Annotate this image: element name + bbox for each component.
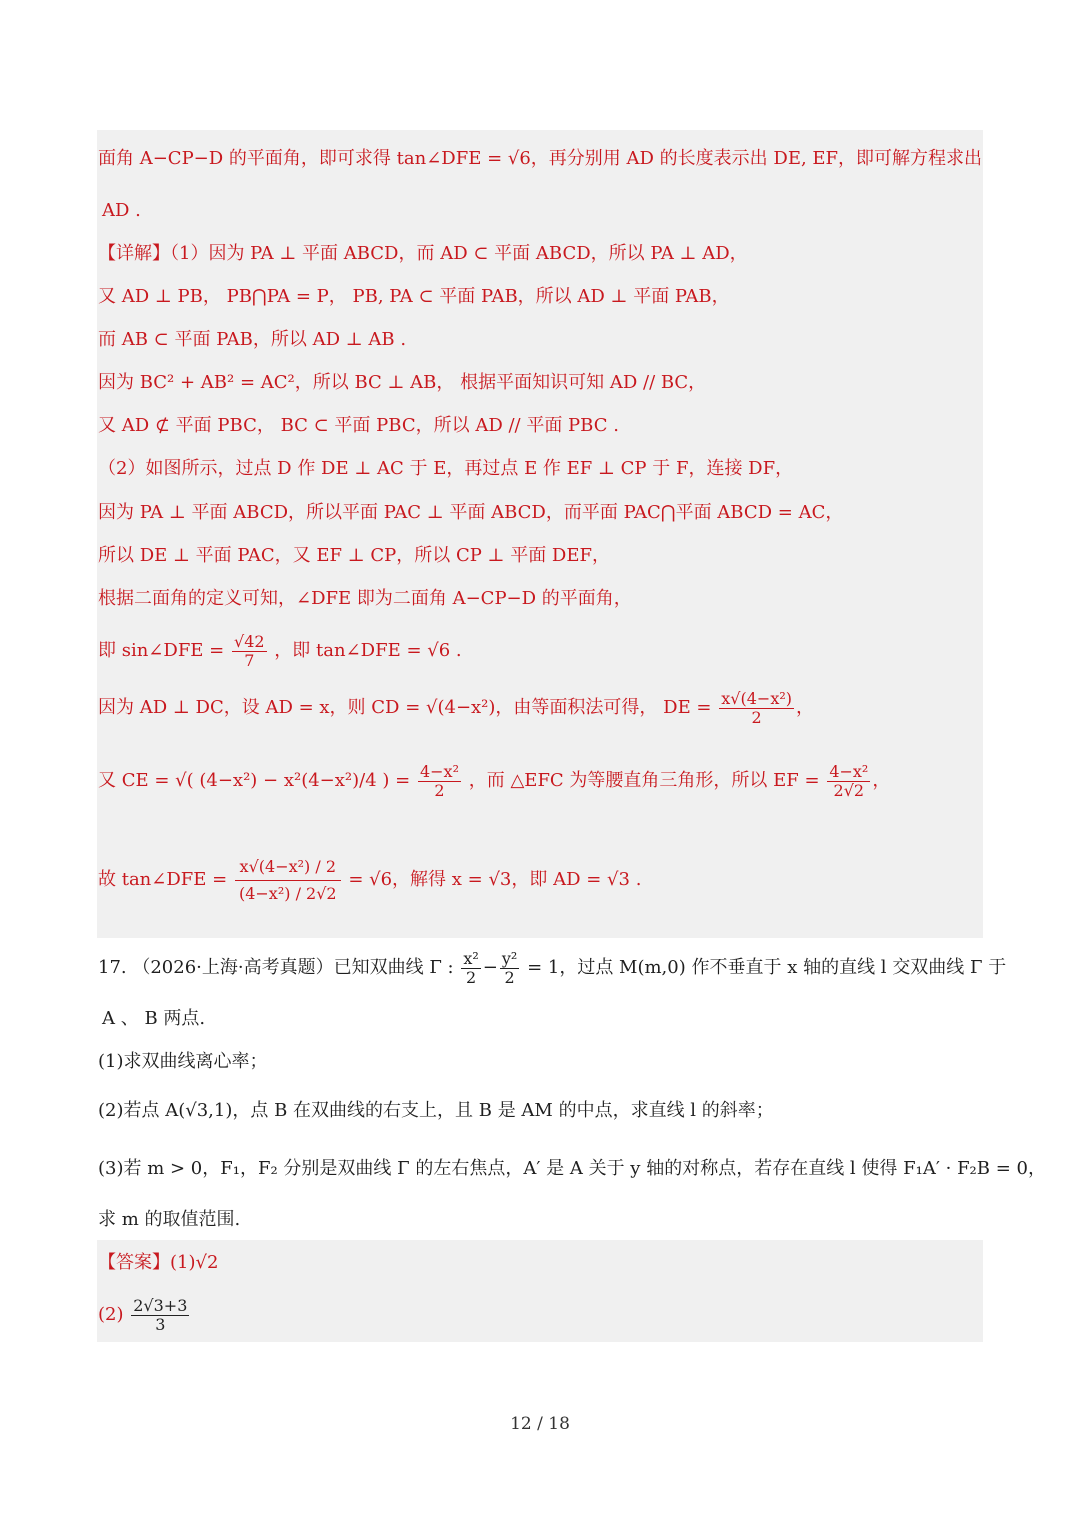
solution-line-9: 因为 PA ⊥ 平面 ABCD，所以平面 PAC ⊥ 平面 ABCD，而平面 PAC⋂平面 ABCD = AC， xyxy=(98,502,844,523)
solution-line-1: 面角 A−CP−D 的平面角，即可求得 tan∠DFE = √6，再分别用 AD 的长度表示出 DE, EF，即可解方程求出 xyxy=(98,148,983,169)
answer-2-numerator: 2√3+3 xyxy=(133,1295,188,1315)
tan-label: 故 tan∠DFE = xyxy=(98,869,228,890)
solution-line-4: 又 AD ⊥ PB， PB⋂PA = P， PB, PA ⊂ 平面 PAB，所以 AD ⊥ 平面 PAB， xyxy=(98,286,730,307)
y-term-denominator: 2 xyxy=(504,967,515,987)
ef-fraction xyxy=(827,763,870,800)
answer-tag: 【答案】 xyxy=(98,1252,170,1273)
question-2: (2)若点 A(√3,1)，点 B 在双曲线的右支上，且 B 是 AM 的中点，求直线 l 的斜率； xyxy=(98,1100,774,1121)
hyperbola-x-term xyxy=(461,950,480,987)
problem-header: 17. （2026·上海·高考真题）已知双曲线 Γ : xyxy=(98,957,454,978)
ef-denominator: 2√2 xyxy=(833,780,865,800)
detail-tag: 【详解】 xyxy=(98,243,170,264)
answer-line-1 xyxy=(98,1252,218,1274)
solution-line-11: 根据二面角的定义可知，∠DFE 即为二面角 A−CP−D 的平面角， xyxy=(98,588,632,609)
final-result: = √6，解得 x = √3，即 AD = √3 . xyxy=(348,869,642,890)
ef-numerator: 4−x² xyxy=(829,761,869,781)
problem-line-1: 17. （2026·上海·高考真题）已知双曲线 Γ : $\frac{\text{x²}}{2}$ − $\frac{\text{y²}}{2}$ = 1，过点 M(m,0) 作不垂直于 x 轴的直线 l 交双曲线 Γ 于 xyxy=(98,948,1007,987)
solution-line-6: 因为 BC² + AB² = AC²，所以 BC ⊥ AB， 根据平面知识可知 AD // BC， xyxy=(98,372,707,393)
tan-numerator: x√(4−x²) / 2 xyxy=(235,854,341,881)
question-1: (1)求双曲线离心率； xyxy=(98,1051,268,1072)
question-3-tail: 求 m 的取值范围. xyxy=(98,1209,241,1230)
question-3: (3)若 m > 0，F₁，F₂ 分别是双曲线 Γ 的左右焦点，A′ 是 A 关于 y 轴的对称点，若存在直线 l 使得 F₁A′ · F₂B = 0， xyxy=(98,1158,1046,1179)
sin-fraction xyxy=(232,633,267,670)
solution-line-10: 所以 DE ⊥ 平面 PAC，又 EF ⊥ CP，所以 CP ⊥ 平面 DEF， xyxy=(98,545,610,566)
detail-text: （1）因为 PA ⊥ 平面 ABCD，而 AD ⊂ 平面 ABCD，所以 PA ⊥ AD， xyxy=(170,243,748,264)
solution-line-5: 而 AB ⊂ 平面 PAB，所以 AD ⊥ AB . xyxy=(98,329,407,350)
ce-derivation: 又 CE = √( (4−x²) − x²(4−x²)/4 ) = xyxy=(98,770,411,791)
de-denominator: 2 xyxy=(751,707,762,727)
solution-line-2: AD . xyxy=(102,200,141,221)
hyperbola-y-term xyxy=(500,950,519,987)
de-fraction xyxy=(719,690,794,727)
tan-compound-fraction xyxy=(235,854,341,907)
solution-line-13: 因为 AD ⊥ DC，设 AD = x，则 CD = √(4−x²)，由等面积法可得， DE = $\frac{\text{x√(4−x²)}}{2}$ ， xyxy=(98,688,814,727)
ef-derivation: ，而 △EFC 为等腰直角三角形，所以 EF = xyxy=(468,770,820,791)
x-term-numerator: x² xyxy=(463,948,479,968)
solution-line-8: （2）如图所示，过点 D 作 DE ⊥ AC 于 E，再过点 E 作 EF ⊥ CP 于 F，连接 DF， xyxy=(98,458,794,479)
page-number: 12 / 18 xyxy=(510,1414,570,1434)
answer-2-denominator: 3 xyxy=(155,1314,166,1334)
solution-line-15 xyxy=(98,840,641,920)
sin-numerator: √42 xyxy=(234,631,265,651)
sin-label: 即 sin∠DFE = xyxy=(98,640,225,661)
ce-fraction xyxy=(418,763,461,800)
ce-denominator: 2 xyxy=(434,780,445,800)
de-derivation: 因为 AD ⊥ DC，设 AD = x，则 CD = √(4−x²)，由等面积法可得， DE = xyxy=(98,697,712,718)
solution-line-7: 又 AD ⊄ 平面 PBC， BC ⊂ 平面 PBC，所以 AD // 平面 PBC . xyxy=(98,415,619,436)
solution-line-3 xyxy=(98,243,748,265)
x-term-denominator: 2 xyxy=(465,967,477,987)
de-numerator: x√(4−x²) xyxy=(721,688,792,708)
tan-result: ，即 tan∠DFE = √6 . xyxy=(274,640,462,661)
answer-2-label: (2) xyxy=(98,1304,124,1325)
tan-denominator: (4−x²) / 2√2 xyxy=(238,883,337,903)
answer-2-fraction xyxy=(131,1297,189,1334)
answer-1: (1)√2 xyxy=(170,1252,219,1273)
answer-line-2 xyxy=(98,1290,191,1340)
problem-statement: = 1，过点 M(m,0) 作不垂直于 x 轴的直线 l 交双曲线 Γ 于 xyxy=(527,957,1007,978)
ce-numerator: 4−x² xyxy=(419,761,459,781)
problem-line-2: A 、 B 两点. xyxy=(102,1008,206,1029)
sin-denominator: 7 xyxy=(244,650,255,670)
answer-background xyxy=(97,1240,983,1342)
y-term-numerator: y² xyxy=(501,948,518,968)
solution-line-14: 又 CE = √( (4−x²) − x²(4−x²)/4 ) = $\frac{\text{4−x²}}{2}$ ，而 △EFC 为等腰直角三角形，所以 EF = $\frac{\text{4−x²}}{2√2}$ ， xyxy=(98,761,891,800)
solution-line-12 xyxy=(98,626,462,676)
